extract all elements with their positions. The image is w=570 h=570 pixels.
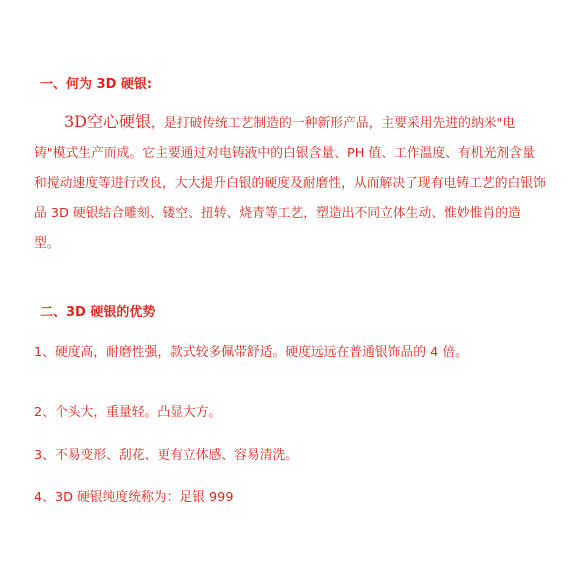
list-item: 2、个头大，重量轻。凸显大方。 <box>34 405 222 420</box>
intro-text: ，是打破传统工艺制造的一种新形产品，主要采用先进的纳米"电铸"模式生产而成。它主要通过对电铸液中的白银含量、PH 值、工作温度、有机光剂含量和搅动速度等进行改良，大大提升白银的硬度及耐磨性，从而解决了现有电铸工艺的白银饰品 3D 硬银结合雕刻、镂空、扭转、烧青等工艺，塑造出不同立体生动、惟妙惟肖的造型。 <box>34 116 546 251</box>
list-item: 1、硬度高，耐磨性强，款式较多佩带舒适。硬度远远在普通银饰品的 4 倍。 <box>34 345 468 360</box>
list-item: 3、不易变形、刮花、更有立体感、容易清洗。 <box>34 448 299 463</box>
section-heading-advantages: 二、3D 硬银的优势 <box>40 305 156 320</box>
list-item: 4、3D 硬银纯度统称为：足银 999 <box>34 490 234 505</box>
intro-paragraph <box>34 107 546 259</box>
intro-emphasis: 3D空心硬银 <box>64 112 152 131</box>
section-heading-what-is-3d-silver: 一、何为 3D 硬银: <box>40 77 153 92</box>
